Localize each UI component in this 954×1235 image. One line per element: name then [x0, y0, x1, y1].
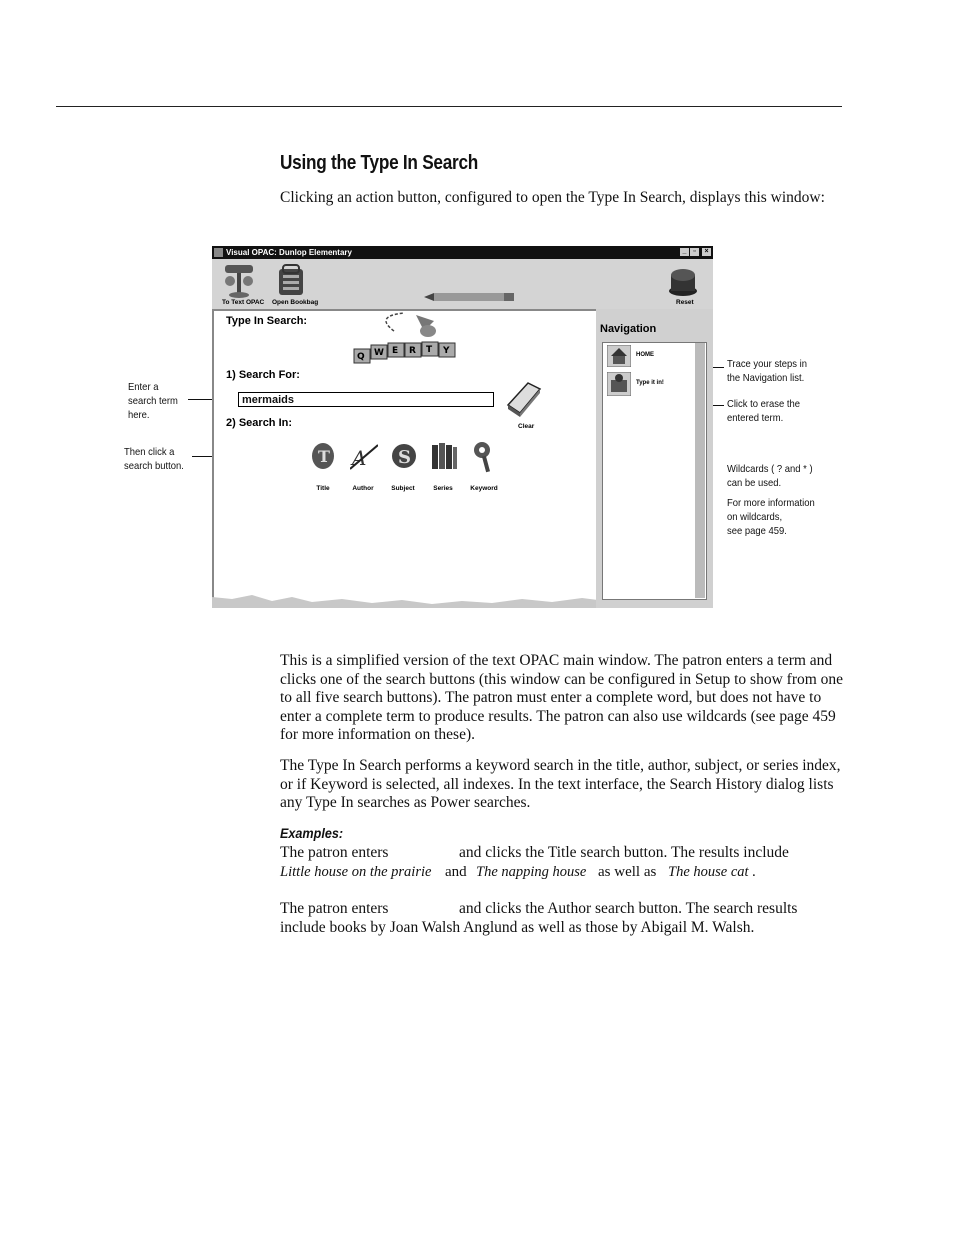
- callout-erase: Click to erase the entered term.: [727, 398, 801, 424]
- nav-item-type-it-in[interactable]: Type it in!: [636, 380, 664, 386]
- example-2-rest: and clicks the Author search button. The search results: [459, 900, 798, 917]
- example-2-line-1: [280, 900, 840, 918]
- example-1-line-2: [280, 863, 840, 881]
- example-title-1: Little house on the prairie: [280, 864, 432, 880]
- example-title-2: The napping house: [476, 864, 587, 880]
- author-search-label: Author: [352, 485, 374, 492]
- example-title-3: The house cat: [668, 864, 749, 880]
- open-bookbag-label: Open Bookbag: [272, 299, 319, 306]
- example-1-rest: and clicks the Title search button. The results include: [459, 844, 789, 861]
- reset-icon[interactable]: [667, 265, 699, 297]
- home-icon[interactable]: [607, 345, 631, 367]
- subject-search-icon[interactable]: [390, 441, 418, 471]
- callout-more-info: For more information on wildcards, see page 459.: [727, 497, 815, 537]
- example-1-line-1: [280, 844, 840, 862]
- maximize-icon[interactable]: ▫: [690, 248, 699, 256]
- open-bookbag-icon[interactable]: [274, 263, 308, 299]
- keyboard-key: E: [392, 346, 399, 356]
- example-2-line-2: include books by Joan Walsh Anglund as well as those by Abigail M. Walsh.: [280, 919, 755, 936]
- examples-heading: Examples:: [280, 825, 344, 841]
- keyword-search-label: Keyword: [470, 485, 498, 492]
- example-2-lead: The patron enters: [280, 900, 389, 917]
- body-paragraph-1: This is a simplified version of the text OPAC main window. The patron enters a term and clicks one of the search buttons (this window can be configured in Setup to show from one to all five search buttons). The patron must enter a complete word, but does not have to enter a complete term to produce results. The patron can also use wildcards (see page 459 for more information on these).: [280, 652, 844, 743]
- torn-edge-decoration: [212, 587, 598, 608]
- callout-click-search: Then click a search button.: [124, 446, 184, 472]
- header-rule: [56, 106, 842, 107]
- series-search-icon[interactable]: [430, 441, 458, 471]
- clear-eraser-icon[interactable]: [504, 377, 544, 421]
- search-input[interactable]: mermaids: [238, 392, 494, 407]
- reset-label: Reset: [676, 299, 694, 306]
- subject-search-label: Subject: [391, 485, 415, 492]
- window-titlebar: [212, 246, 713, 259]
- keyboard-key: T: [426, 345, 433, 355]
- navigation-label: Navigation: [600, 323, 657, 335]
- search-for-label: 1) Search For:: [226, 369, 300, 381]
- to-text-opac-icon[interactable]: [222, 263, 256, 299]
- navigation-scrollbar[interactable]: [695, 343, 705, 598]
- nav-item-home[interactable]: HOME: [636, 352, 654, 358]
- callout-trace: Trace your steps in the Navigation list.: [727, 358, 808, 384]
- keyboard-key: Q: [357, 352, 365, 362]
- to-text-opac-label: To Text OPAC: [222, 299, 265, 306]
- pencil-progress-icon: [424, 292, 514, 302]
- callout-enter-term: Enter a search term here.: [128, 381, 178, 421]
- svg-text:A: A: [352, 446, 367, 470]
- qwerty-keyboard-icon: [344, 311, 464, 371]
- example-text: as well as: [598, 864, 657, 880]
- svg-text:S: S: [398, 447, 411, 468]
- intro-paragraph: Clicking an action button, configured to open the Type In Search, displays this window:: [280, 189, 825, 206]
- series-search-label: Series: [433, 485, 453, 492]
- type-in-search-label: Type In Search:: [226, 315, 308, 327]
- close-icon[interactable]: ×: [702, 248, 711, 256]
- example-text: and: [445, 864, 467, 880]
- author-search-icon[interactable]: [350, 441, 378, 471]
- type-in-search-panel: [212, 309, 596, 608]
- title-search-icon[interactable]: [310, 441, 336, 471]
- window-toolbar: [212, 259, 713, 309]
- search-in-label: 2) Search In:: [226, 417, 293, 429]
- example-text: .: [752, 864, 756, 880]
- window-system-icon[interactable]: [214, 248, 223, 257]
- keyboard-key: R: [409, 346, 416, 356]
- callout-wildcards: Wildcards ( ? and * ) can be used.: [727, 463, 813, 489]
- keyboard-key: Y: [443, 346, 450, 356]
- keyword-search-icon[interactable]: [472, 441, 496, 473]
- title-search-label: Title: [316, 485, 330, 492]
- clear-label: Clear: [518, 423, 535, 430]
- keyboard-key: W: [374, 348, 384, 358]
- type-it-in-icon[interactable]: [607, 372, 631, 396]
- minimize-icon[interactable]: _: [680, 248, 689, 256]
- example-1-lead: The patron enters: [280, 844, 389, 861]
- svg-text:T: T: [318, 447, 330, 466]
- section-heading: Using the Type In Search: [280, 152, 479, 174]
- body-paragraph-2: The Type In Search performs a keyword search in the title, author, subject, or series index, or if Keyword is selected, all indexes. In the text interface, the Search History dialog lists any Type In searches as Power searches.: [280, 757, 841, 811]
- window-title: Visual OPAC: Dunlop Elementary: [226, 248, 352, 257]
- opac-window-screenshot: [212, 246, 713, 608]
